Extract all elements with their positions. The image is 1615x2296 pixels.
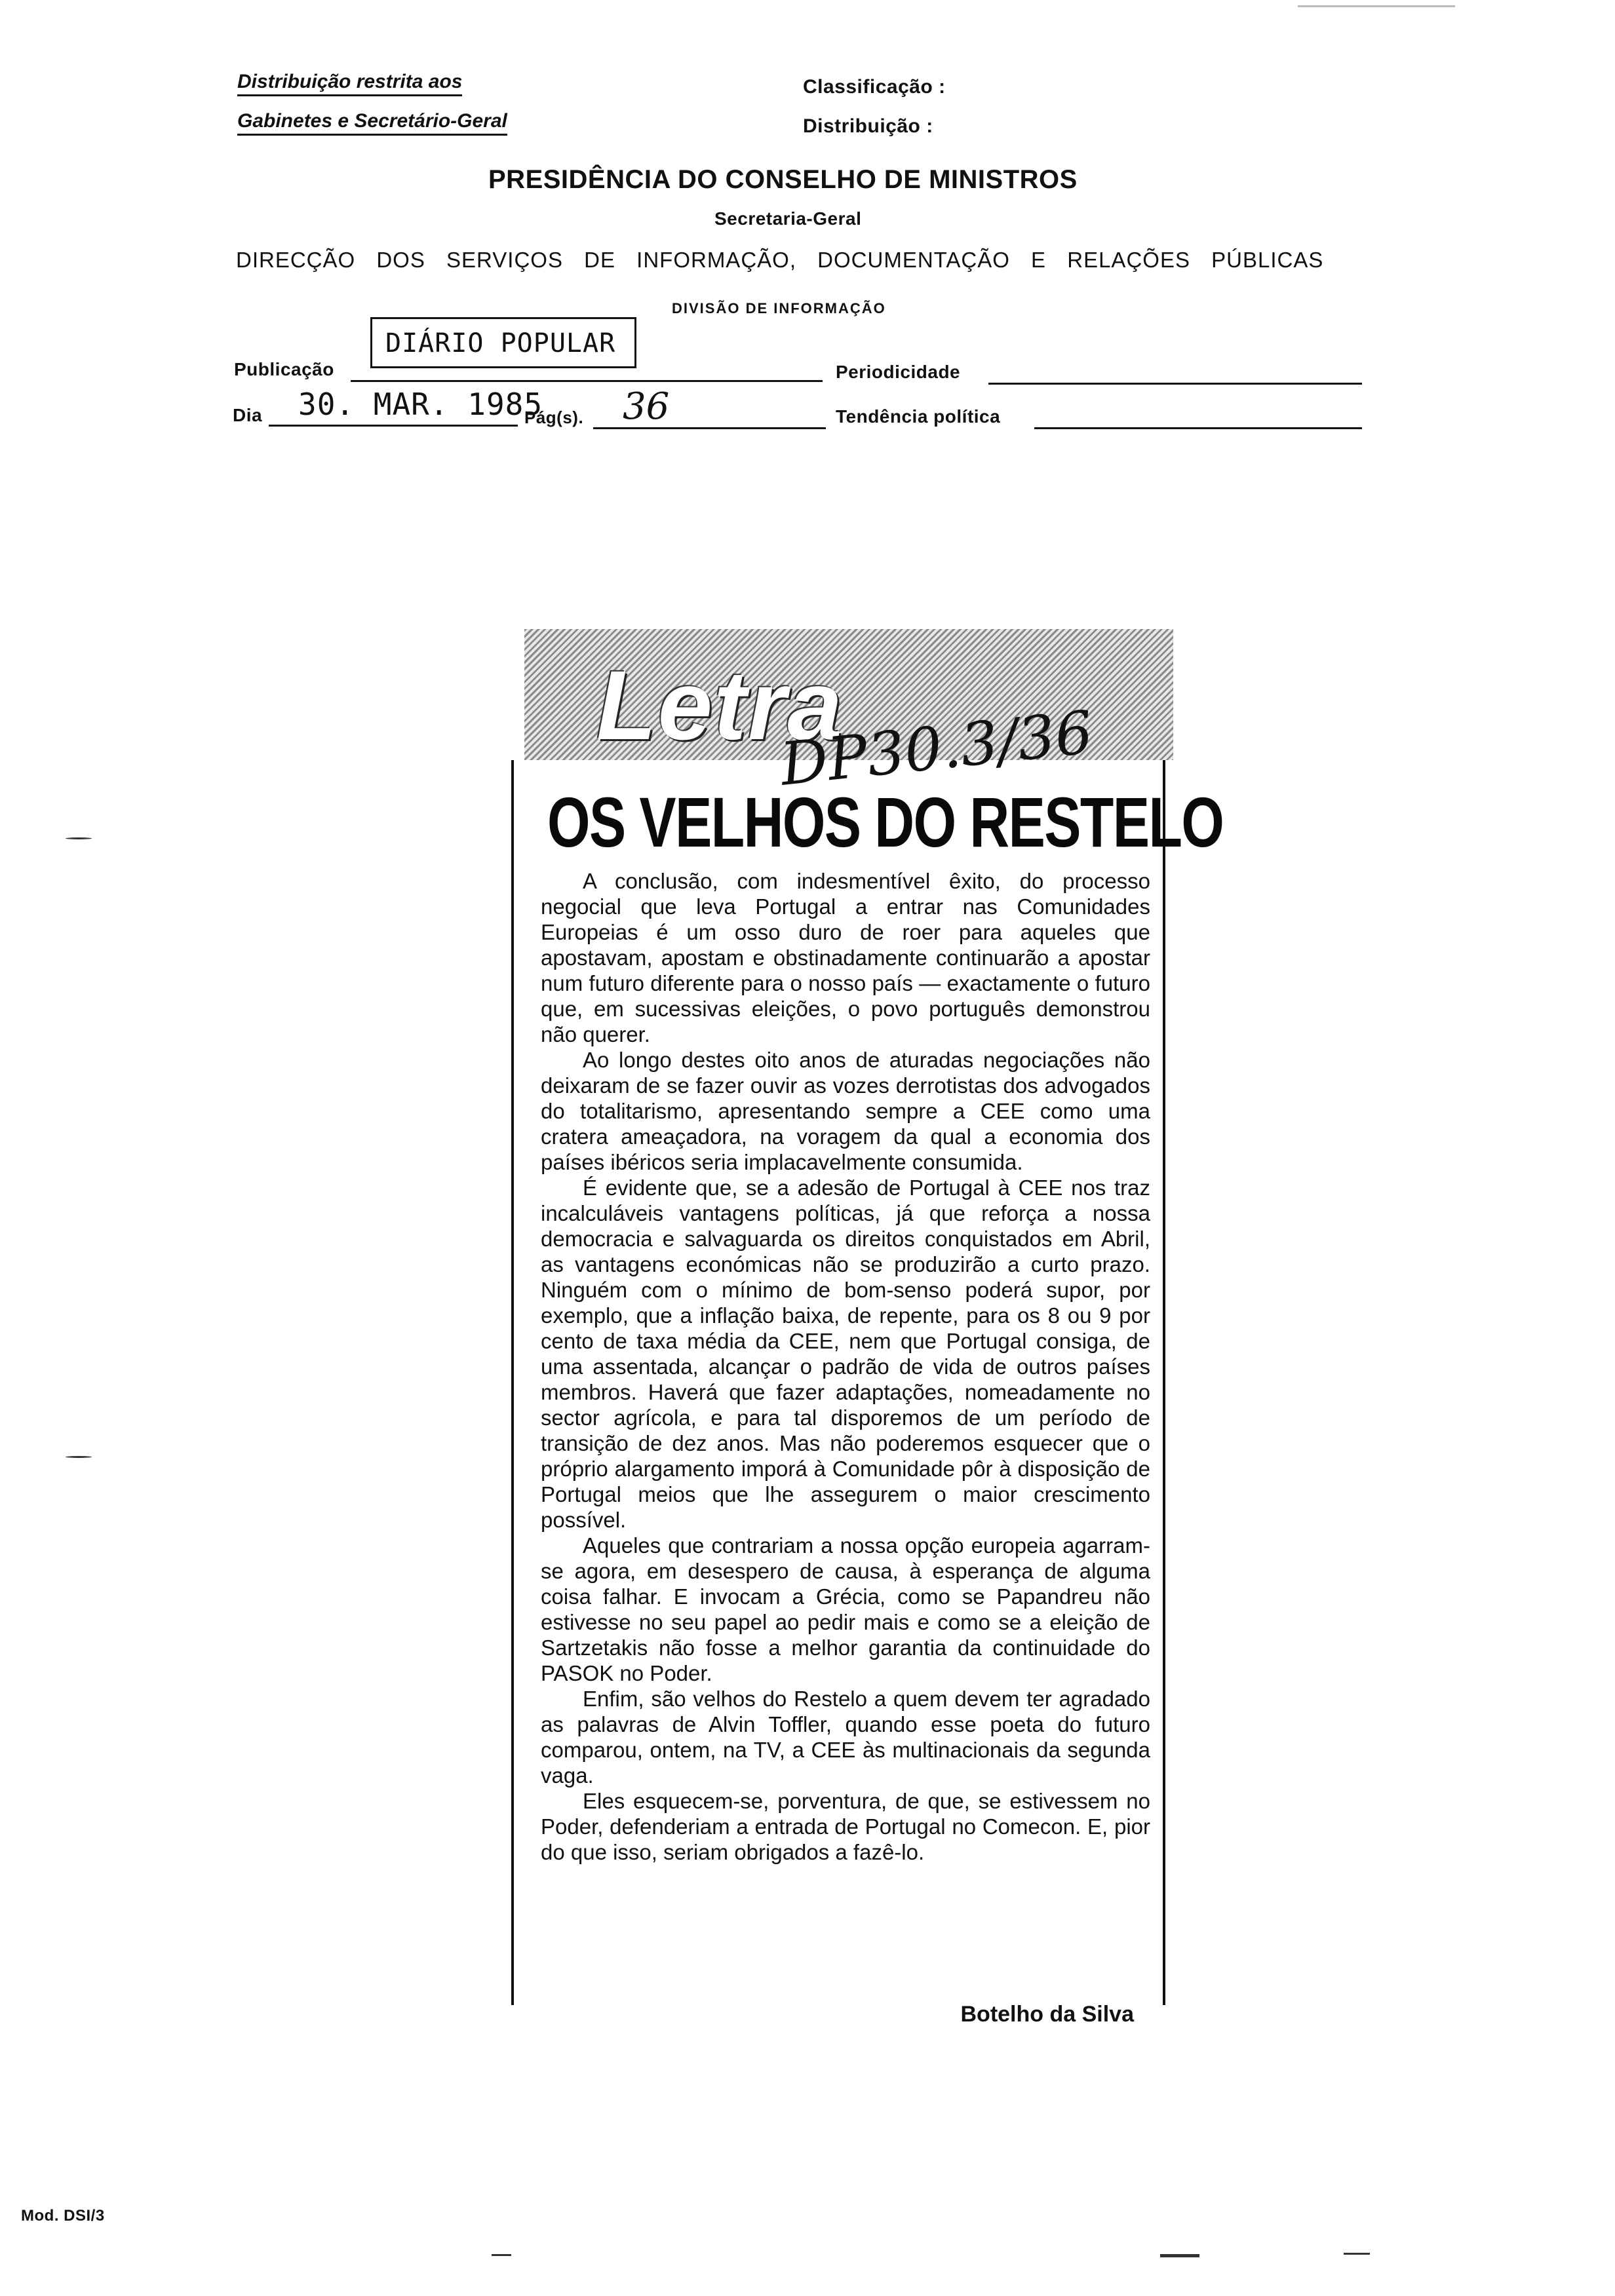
day-value: 30. MAR. 1985 (298, 387, 543, 422)
political-tendency-label: Tendência política (836, 406, 1001, 427)
article-paragraph: Enfim, são velhos do Restelo a quem devem ter agradado as palavras de Alvin Toffler, quando esse poeta do futuro comparou, ontem, na TV, a CEE às multinacionais da segunda vaga. (541, 1687, 1150, 1788)
article-paragraph: Ao longo destes oito anos de aturadas negociações não deixaram de se fazer ouvir as vozes derrotistas dos advogados do totalitarismo, apresentando sempre a CEE como uma cratera ameaçadora, na voragem da qual a economia dos países ibéricos seria implacavelmente consumida. (541, 1048, 1150, 1174)
article-paragraph: Eles esquecem-se, porventura, de que, se estivessem no Poder, defenderiam a entrada de Portugal no Comecon. E, pior do que isso, seriam obrigados a fazê-lo. (541, 1789, 1150, 1864)
ministry-title: PRESIDÊNCIA DO CONSELHO DE MINISTROS (488, 165, 1078, 194)
pages-value: 36 (623, 385, 670, 428)
article-paragraph: É evidente que, se a adesão de Portugal à CEE nos traz incalculáveis vantagens políticas, já que reforça a nossa democracia e salvaguarda os direitos conquistados em Abril, as vantagens económicas não se produzirão a curto prazo. Ninguém com o mínimo de bom-senso poderá supor, por exemplo, que a inflação baixa, de repente, para os 8 ou 9 por cento de taxa média da CEE, nem que Portugal consiga, de uma assentada, alcançar o padrão de vida de outros países membros. Haverá que fazer adaptações, nomeadamente no sector agrícola, e para tal disporemos de um período de transição de dez anos. Mas não poderemos esquecer que o próprio alargamento imporá à Comunidade pôr à disposição de Portugal meios que lhe assegurem o maior crescimento possível. (541, 1176, 1150, 1532)
day-label: Dia (233, 405, 263, 425)
handwritten-reference-note: DP30.3/36 (777, 698, 1097, 799)
publication-stamp-box (370, 317, 636, 368)
classification-label: Classificação : (803, 76, 946, 98)
form-code: Mod. DSI/3 (21, 2207, 105, 2225)
margin-mark (66, 1456, 92, 1458)
margin-mark (66, 837, 92, 839)
day-field-line (269, 425, 518, 427)
publication-field-line (351, 380, 823, 382)
political-tendency-field-line (1034, 427, 1362, 429)
article-headline: OS VELHOS DO RESTELO (547, 782, 1224, 862)
column-banner-title: Letra (596, 650, 844, 760)
pages-label: Pág(s). (524, 408, 584, 427)
periodicity-label: Periodicidade (836, 362, 961, 382)
secretariat-title: Secretaria-Geral (714, 208, 862, 229)
article-paragraph: A conclusão, com indesmentível êxito, do processo negocial que leva Portugal a entrar nas Comunidades Europeias é um osso duro de roer para aqueles que apostavam, apostam e obstinadamente continuarão a apostar num futuro diferente para o nosso país — exactamente o futuro que, em sucessivas eleições, o povo português demonstrou não querer. (541, 869, 1150, 1046)
scan-edge-mark (1298, 5, 1455, 7)
restricted-distribution-line1: Distribuição restrita aos (237, 71, 462, 96)
periodicity-field-line (988, 383, 1362, 385)
scan-speck (1160, 2254, 1199, 2257)
scan-speck (492, 2254, 511, 2256)
restricted-distribution-line2: Gabinetes e Secretário-Geral (237, 110, 507, 136)
scan-speck (1344, 2253, 1370, 2255)
publication-label: Publicação (234, 359, 334, 379)
publication-value: DIÁRIO POPULAR (385, 328, 616, 358)
newspaper-clipping (498, 629, 1224, 2044)
directorate-title: DIRECÇÃO DOS SERVIÇOS DE INFORMAÇÃO, DOCUMENTAÇÃO E RELAÇÕES PÚBLICAS (236, 248, 1324, 272)
article-body (541, 868, 1150, 1865)
article-author: Botelho da Silva (960, 2002, 1134, 2027)
division-title: DIVISÃO DE INFORMAÇÃO (672, 300, 886, 316)
article-paragraph: Aqueles que contrariam a nossa opção europeia agarram-se agora, em desespero de causa, à esperança de alguma coisa falhar. E invocam a Grécia, como se Papandreu não estivesse no seu papel ao pedir mais e como se a eleição de Sartzetakis não fosse a melhor garantia da continuidade do PASOK no Poder. (541, 1533, 1150, 1685)
distribution-label: Distribuição : (803, 115, 933, 137)
